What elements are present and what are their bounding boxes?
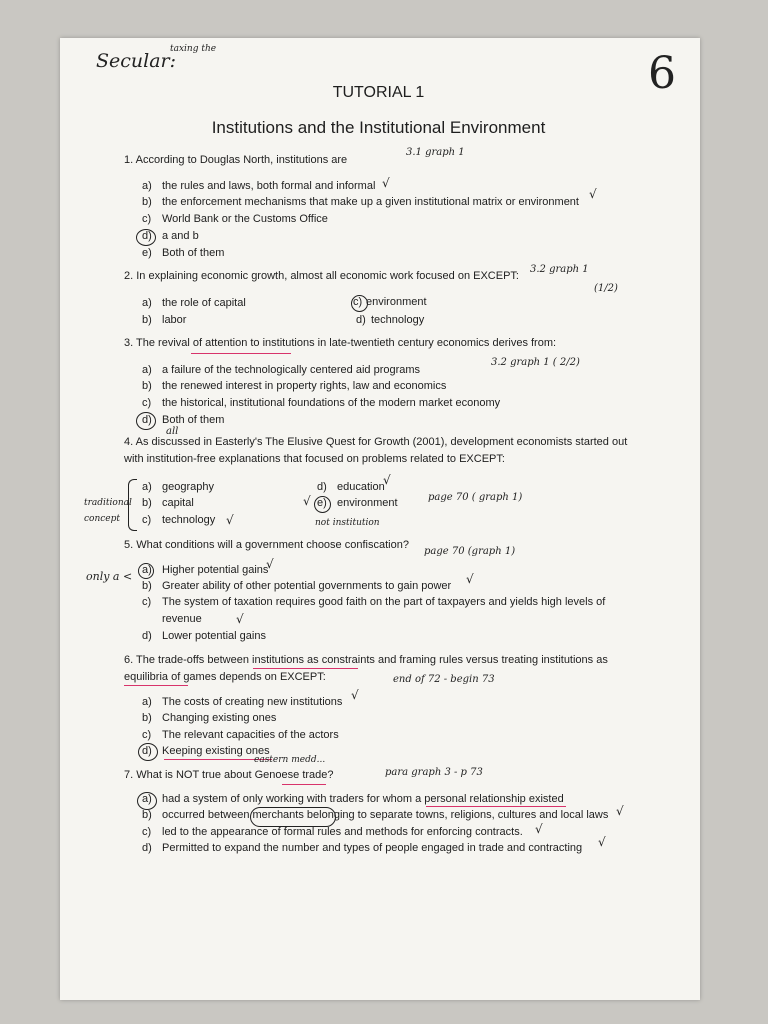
q3-option-d: d) Both of them xyxy=(142,414,225,426)
q4-option-b: b) capital xyxy=(142,497,194,509)
underline-mark xyxy=(191,353,291,354)
check-mark-icon: √ xyxy=(266,557,274,571)
q3-option-b: b) the renewed interest in property rights, law and economics xyxy=(142,380,447,392)
q7-option-d: d) Permitted to expand the number and types of people engaged in trade and contracting xyxy=(142,842,583,854)
question-7: 7. What is NOT true about Genoese trade? xyxy=(124,769,334,781)
q2-option-b: b) labor xyxy=(142,314,187,326)
q6-option-a: a) The costs of creating new institutions xyxy=(142,696,343,708)
q6-option-d: d) Keeping existing ones xyxy=(142,745,270,757)
question-5-side-note: only a < xyxy=(86,570,133,583)
check-mark-icon: √ xyxy=(598,835,606,849)
underline-mark xyxy=(426,806,566,807)
question-2: 2. In explaining economic growth, almost all economic work focused on EXCEPT: xyxy=(124,270,519,282)
check-mark-icon: √ xyxy=(616,804,624,818)
q5-option-a: a) Higher potential gains xyxy=(142,564,269,576)
underline-mark xyxy=(282,784,326,785)
answer-circle xyxy=(137,792,157,810)
question-3-annotation: all xyxy=(166,426,179,437)
check-mark-icon: √ xyxy=(226,513,234,527)
q6-option-b: b) Changing existing ones xyxy=(142,712,277,724)
question-5: 5. What conditions will a government choose confiscation? xyxy=(124,539,409,551)
q4-option-d: d) education xyxy=(317,481,385,493)
question-6: 6. The trade-offs between institutions as constraints and framing rules versus treating institutions as xyxy=(124,654,608,666)
q3-option-a: a) a failure of the technologically centered aid programs xyxy=(142,364,421,376)
q1-option-c: c) World Bank or the Customs Office xyxy=(142,213,328,225)
handwritten-label: Secular: xyxy=(96,50,177,72)
answer-circle xyxy=(136,412,156,430)
answer-circle xyxy=(136,229,156,246)
check-mark-icon: √ xyxy=(589,187,597,201)
bracket-mark xyxy=(128,479,137,531)
check-mark-icon: √ xyxy=(383,473,391,487)
answer-circle xyxy=(351,295,368,312)
question-7-note: para graph 3 - p 73 xyxy=(385,767,483,778)
q5-option-c-cont: revenue xyxy=(162,613,202,625)
answer-circle xyxy=(138,743,158,761)
check-mark-icon: √ xyxy=(466,572,474,586)
handwritten-note: taxing the xyxy=(170,44,217,54)
underline-mark xyxy=(124,685,188,686)
q4-option-c: c) technology xyxy=(142,514,216,526)
question-4-side-note: traditional concept xyxy=(84,498,132,524)
q4-option-a: a) geography xyxy=(142,481,214,493)
check-mark-icon: √ xyxy=(382,176,390,190)
check-mark-icon: √ xyxy=(535,822,543,836)
tutorial-title: TUTORIAL 1 xyxy=(332,84,425,101)
q7-option-c: c) led to the appearance of formal rules and methods for enforcing contracts. xyxy=(142,826,523,838)
check-mark-icon: √ xyxy=(236,612,244,626)
q6-option-c: c) The relevant capacities of the actors xyxy=(142,729,339,741)
question-3: 3. The revival of attention to institutions in late-twentieth century economics derives from: xyxy=(124,337,557,349)
q2-option-a: a) the role of capital xyxy=(142,297,246,309)
q1-option-a: a) the rules and laws, both formal and informal xyxy=(142,180,376,192)
question-4-note: page 70 ( graph 1) xyxy=(428,492,523,503)
q5-option-d: d) Lower potential gains xyxy=(142,630,266,642)
q7-option-a: a) had a system of only working with traders for whom a personal relationship existed xyxy=(142,793,564,805)
q2-option-d: d) technology xyxy=(356,314,425,326)
question-3-note: 3.2 graph 1 ( 2/2) xyxy=(491,357,580,368)
question-6-note: end of 72 - begin 73 xyxy=(393,674,495,685)
check-mark-icon: √ xyxy=(351,688,359,702)
question-4-sub-note: not institution xyxy=(315,518,380,528)
q2-option-c: c) environment xyxy=(353,296,427,308)
q7-option-b: b) occurred between merchants belonging to separate towns, religions, cultures and local laws xyxy=(142,809,609,821)
question-1-note: 3.1 graph 1 xyxy=(406,147,465,158)
question-1: 1. According to Douglas North, institutions are xyxy=(124,154,348,166)
q3-option-c: c) the historical, institutional foundations of the modern market economy xyxy=(142,397,501,409)
q5-option-b: b) Greater ability of other potential governments to gain power xyxy=(142,580,452,592)
answer-circle xyxy=(314,496,331,513)
q1-option-d: d) a and b xyxy=(142,230,199,242)
underline-mark xyxy=(253,668,358,669)
q5-option-c: c) The system of taxation requires good faith on the part of taxpayers and yields high levels of xyxy=(142,596,606,608)
q1-option-e: e) Both of them xyxy=(142,247,225,259)
question-6-annotation: eastern medd... xyxy=(254,755,326,765)
q4-option-e: e) environment xyxy=(317,497,398,509)
question-6-cont: equilibria of games depends on EXCEPT: xyxy=(124,671,326,683)
answer-circle xyxy=(138,563,154,579)
word-circle xyxy=(250,807,336,827)
question-4-cont: with institution-free explanations that focused on problems related to EXCEPT: xyxy=(124,453,505,465)
question-4: 4. As discussed in Easterly's The Elusive Quest for Growth (2001), development economists started out xyxy=(124,436,628,448)
page-number: 6 xyxy=(648,48,676,99)
question-2-note-fraction: (1/2) xyxy=(594,283,618,294)
tutorial-subtitle: Institutions and the Institutional Environment xyxy=(211,118,546,137)
question-5-note: page 70 (graph 1) xyxy=(424,546,516,557)
q1-option-b: b) the enforcement mechanisms that make up a given institutional matrix or environment xyxy=(142,196,579,208)
check-mark-icon: √ xyxy=(303,494,311,508)
question-2-note: 3.2 graph 1 xyxy=(530,264,589,275)
